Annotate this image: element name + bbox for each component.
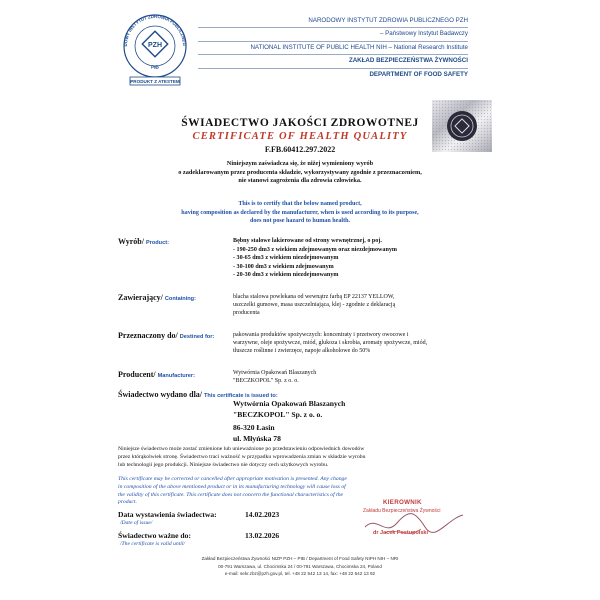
intro-statement-en bbox=[100, 200, 500, 226]
issue-date-value: 14.02.2023 bbox=[245, 510, 280, 519]
note-en-line: product. bbox=[118, 499, 137, 506]
logo-ring-text: DOWY INSTYTUT ZDROWIA PUBLICZNEG bbox=[122, 13, 188, 47]
issued-to-label-en: This certificate is issued to: bbox=[204, 393, 278, 399]
issued-to-line: 86-320 Łasin bbox=[233, 423, 275, 432]
contains-label bbox=[118, 293, 196, 302]
intro-pl-line: o zadeklarowanym przez producenta składzie, wykorzystywany zgodnie z przeznaczeniem, bbox=[178, 168, 422, 176]
valid-until-sublabel: /The certificate is valid until/ bbox=[120, 541, 185, 547]
issued-to-line: Wytwórnia Opakowań Blaszanych bbox=[233, 399, 346, 408]
stamp-name: dr Jacek Postupolski bbox=[373, 530, 429, 536]
logo-ring-bottom-text: PIB bbox=[150, 64, 160, 71]
certificate-title-pl: ŚWIADECTWO JAKOŚCI ZDROWOTNEJ bbox=[181, 117, 419, 129]
product-line: - 20-30 dm3 z wiekiem niezdejmowanym bbox=[233, 272, 339, 279]
product-label bbox=[118, 237, 169, 246]
issued-to-line: ul. Młyńska 78 bbox=[233, 433, 281, 443]
note-pl-line: Niniejsze świadectwo może zostać zmienione lub unieważnione po przedstawieniu odpowiednich dowodów bbox=[118, 446, 365, 452]
valid-until-value: 13.02.2026 bbox=[245, 531, 280, 540]
footer-line: 00-791 Warszawa, ul. Chocimska 24 / 00-791 Warszawa, Chocimska 24, Poland bbox=[218, 563, 382, 569]
contains-line: uszczelki gumowe, masa uszczelniająca, klej - zgodnie z deklaracją bbox=[233, 301, 396, 308]
intro-statement-pl bbox=[100, 160, 500, 186]
product-line: - 190-250 dm3 z wiekiem zdejmowanym oraz niezdejmowanym bbox=[233, 246, 397, 253]
pzh-logo-icon bbox=[110, 8, 200, 88]
product-label-en: Product: bbox=[145, 240, 169, 246]
valid-until-label: Świadectwo ważne do: bbox=[118, 531, 191, 540]
department-name-pl: ZAKŁAD BEZPIECZEŃSTWA ŻYWNOŚCI bbox=[348, 57, 468, 65]
product-line: - 30-100 dm3 z wiekiem zdejmowanym bbox=[233, 263, 334, 270]
destined-value bbox=[233, 332, 427, 356]
department-name-en: DEPARTMENT OF FOOD SAFETY bbox=[369, 70, 468, 78]
certificate-number: F.FB.60412.297.2022 bbox=[264, 145, 336, 154]
product-line: Bębny stalowe lakierowane od strony wewnętrznej, o poj. bbox=[233, 238, 382, 244]
footer-line: Zakład Bezpieczeństwa Żywności NIZP PZH – PIB / Department of Food Safety NIPH NIH – NRI bbox=[201, 556, 399, 561]
note-en-line: This certificate may be corrected or cancelled after appropriate motivation is presented. Any change bbox=[118, 476, 347, 482]
note-pl-line: przez którąkolwiek stronę. Świadectwo traci ważność w przypadku wprowadzenia zmian w składzie wyrobu bbox=[118, 453, 366, 460]
intro-en-line: having composition as declared by the manufacturer, when is used according to its purpose, bbox=[181, 209, 419, 216]
director-stamp bbox=[355, 497, 475, 547]
note-en-line: the validity of this certificate. This certificate does not concern the functional characteristics of the bbox=[118, 491, 344, 498]
note-en-line: in composition of the above mentioned product or in its manufacturing technology will cause loss of bbox=[118, 483, 346, 490]
destined-label-en: Destined for: bbox=[179, 334, 215, 340]
footer-line: e-mail: sekr.zbz@pzh.gov.pl, tel. +48 22 542 13 14, fax: +48 22 542 13 92 bbox=[224, 571, 376, 577]
product-line: - 30-65 dm3 z wiekiem niezdejmowanym bbox=[233, 255, 339, 262]
intro-en-line: does not pose hazard to human health. bbox=[249, 218, 351, 225]
issued-to-line: "BECZKOPOL" Sp. z o. o. bbox=[233, 409, 323, 419]
validity-note-pl bbox=[118, 446, 484, 469]
stamp-subtitle: Zakładu Bezpieczeństwa Żywności bbox=[363, 508, 441, 514]
logo-emblem-letters: PZH bbox=[148, 42, 162, 49]
institute-subtitle-pl: – Państwowy Instytut Badawczy bbox=[379, 30, 468, 38]
logo-badge: PRODUKT Z ATESTEM bbox=[130, 79, 180, 84]
contains-value bbox=[233, 294, 395, 318]
producer-line: Wytwórnia Opakowań Blaszanych bbox=[233, 370, 317, 376]
institute-name-pl: NARODOWY INSTYTUT ZDROWIA PUBLICZNEGO PZH bbox=[308, 17, 468, 24]
institute-header bbox=[198, 16, 468, 80]
contains-line: producenta bbox=[233, 309, 260, 316]
intro-pl-line: nie stanowi zagrożenia dla zdrowia człowieka. bbox=[238, 177, 362, 185]
issued-to-label-pl: Świadectwo wydano dla/ bbox=[118, 390, 203, 399]
contains-line: blacha stalowa powlekana od wewnątrz farbą EP 22137 YELLOW, bbox=[233, 294, 395, 300]
producer-label bbox=[118, 370, 195, 379]
destined-line: pakowania produktów spożywczych: koncentraty i przetwory owocowe i bbox=[233, 332, 409, 338]
destined-line: warzywne, oleje spożywcze, miód, glukoza i skrobia, aromaty spożywcze, miód, bbox=[233, 339, 428, 346]
product-value bbox=[233, 237, 397, 280]
producer-label-pl: Producent/ bbox=[118, 370, 156, 379]
producer-label-en: Manufacturer: bbox=[157, 373, 195, 379]
svg-text:PIB bbox=[151, 65, 160, 71]
note-pl-line: lub technologii jego produkcji. Niniejsze świadectwo nie dotyczy cech użytkowych wyrobu. bbox=[118, 461, 329, 468]
issue-date-sublabel: /Date of issue/ bbox=[120, 520, 153, 526]
institute-name-en: NATIONAL INSTITUTE OF PUBLIC HEALTH NIH – National Research Institute bbox=[250, 43, 468, 51]
issue-date-label: Data wystawienia świadectwa: bbox=[118, 510, 217, 519]
contains-label-pl: Zawierający/ bbox=[118, 293, 163, 302]
destined-label-pl: Przeznaczony do/ bbox=[118, 331, 178, 340]
issued-to-label bbox=[118, 390, 278, 399]
issued-to-value bbox=[233, 399, 345, 444]
certificate-title-en: CERTIFICATE OF HEALTH QUALITY bbox=[192, 131, 408, 142]
intro-en-line: This is to certify that the below named product, bbox=[238, 201, 362, 207]
contains-label-en: Containing: bbox=[164, 296, 196, 302]
stamp-title: KIEROWNIK bbox=[383, 499, 422, 506]
intro-pl-line: Niniejszym zaświadcza się, że niżej wymieniony wyrób bbox=[226, 160, 374, 167]
destined-line: tłuszcze roślinne i zwierzęce, napoje alkoholowe do 50% bbox=[233, 347, 371, 354]
producer-line: "BECZKOPOL" Sp. z o. o. bbox=[233, 377, 299, 384]
producer-value bbox=[233, 370, 316, 386]
footer-contact bbox=[0, 555, 600, 578]
destined-label bbox=[118, 331, 214, 340]
product-label-pl: Wyrób/ bbox=[118, 237, 144, 246]
